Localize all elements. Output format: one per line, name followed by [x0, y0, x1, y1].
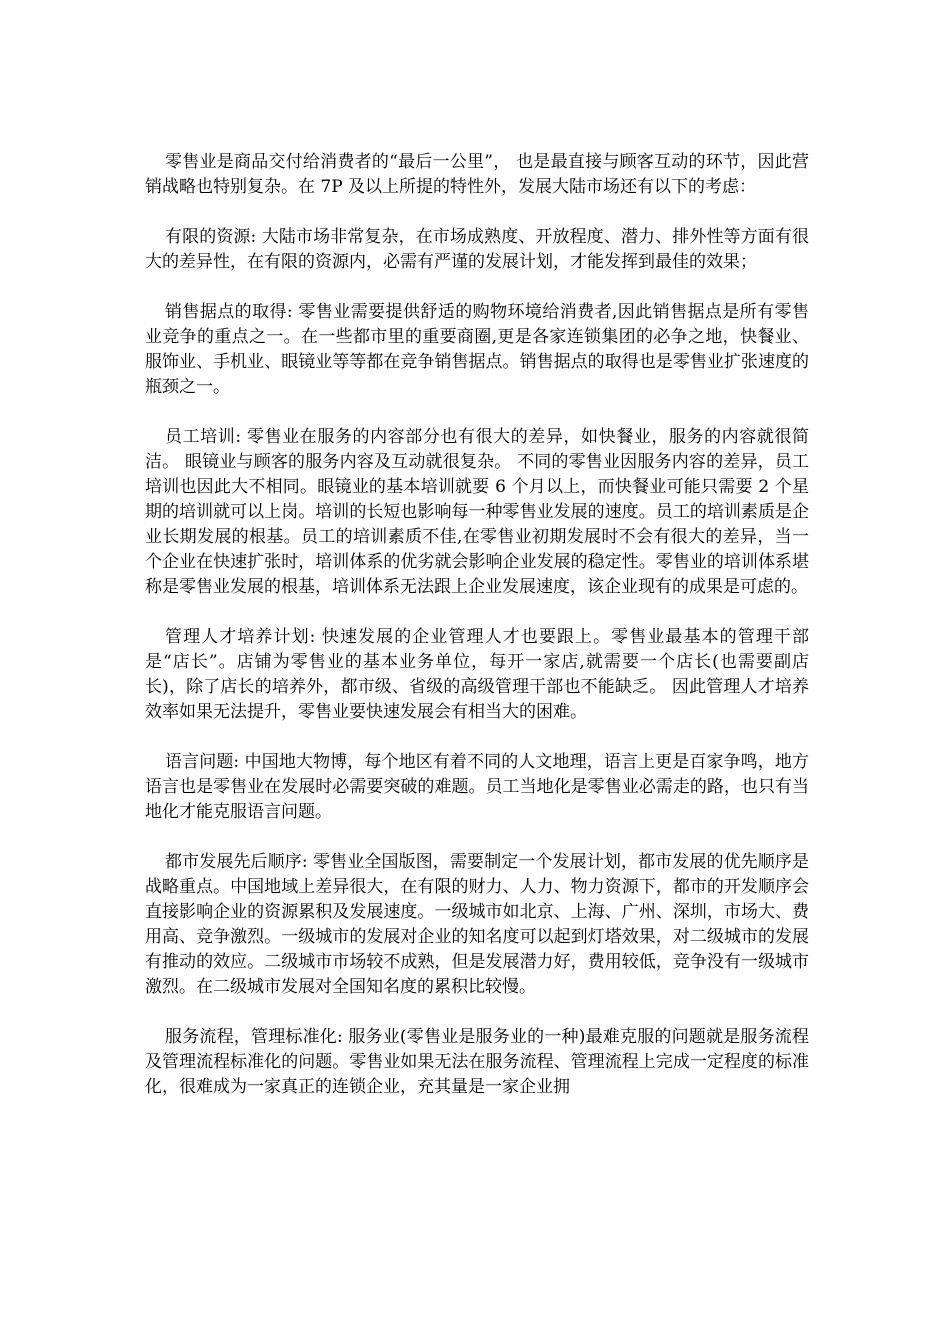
paragraph-limited-resources: 有限的资源: 大陆市场非常复杂，在市场成熟度、开放程度、潜力、排外性等方面有很大的差异性，在有限的资源内，必需有严谨的发展计划，才能发挥到最佳的效果； — [145, 227, 809, 272]
paragraph-staff-training: 员工培训: 零售业在服务的内容部分也有很大的差异，如快餐业，服务的内容就很简洁。 眼镜业与顾客的服务内容及互动就很复杂。 不同的零售业因服务内容的差异，员工培训也因此大不相同。眼镜业的基本培训就要 6 个月以上，而快餐业可能只需要 2 个星期的培训就可以上岗。培训的长短也影响每一种零售业发展的速度。员工的培训素质是企业长期发展的根基。员工的培训素质不佳,在零售业初期发展时不会有很大的差异，当一个企业在快速扩张时，培训体系的优劣就会影响企业发展的稳定性。零售业的培训体系堪称是零售业发展的根基，培训体系无法跟上企业发展速度，该企业现有的成果是可虑的。 — [145, 427, 809, 597]
document-body — [145, 150, 809, 1100]
paragraph-standardization: 服务流程，管理标准化: 服务业(零售业是服务业的一种)最难克服的问题就是服务流程及管理流程标准化的问题。零售业如果无法在服务流程、管理流程上完成一定程度的标准化，很难成为一家真正的连锁企业，充其量是一家企业拥 — [145, 1027, 809, 1097]
paragraph-intro: 零售业是商品交付给消费者的“最后一公里”， 也是最直接与顾客互动的环节，因此营销战略也特别复杂。在 7P 及以上所提的特性外，发展大陆市场还有以下的考虑： — [145, 152, 809, 197]
paragraph-sales-locations: 销售据点的取得: 零售业需要提供舒适的购物环境给消费者,因此销售据点是所有零售业竞争的重点之一。在一些都市里的重要商圈,更是各家连锁集团的必争之地，快餐业、服饰业、手机业、眼镜业等等都在竞争销售据点。销售据点的取得也是零售业扩张速度的瓶颈之一。 — [145, 302, 809, 397]
paragraph-city-order: 都市发展先后顺序: 零售业全国版图，需要制定一个发展计划，都市发展的优先顺序是战略重点。中国地域上差异很大，在有限的财力、人力、物力资源下，都市的开发顺序会直接影响企业的资源累积及发展速度。一级城市如北京、上海、广州、深圳，市场大、费用高、竞争激烈。一级城市的发展对企业的知名度可以起到灯塔效果，对二级城市的发展有推动的效应。二级城市市场较不成熟，但是发展潜力好，费用较低，竞争没有一级城市激烈。在二级城市发展对全国知名度的累积比较慢。 — [145, 852, 809, 997]
paragraph-language: 语言问题: 中国地大物博，每个地区有着不同的人文地理，语言上更是百家争鸣，地方语言也是零售业在发展时必需要突破的难题。员工当地化是零售业必需走的路，也只有当地化才能克服语言问题。 — [145, 752, 809, 822]
paragraph-management-talent: 管理人才培养计划: 快速发展的企业管理人才也要跟上。零售业最基本的管理干部是“店长”。店铺为零售业的基本业务单位，每开一家店,就需要一个店长(也需要副店长)，除了店长的培养外，都市级、省级的高级管理干部也不能缺乏。 因此管理人才培养效率如果无法提升，零售业要快速发展会有相当大的困难。 — [145, 627, 809, 722]
